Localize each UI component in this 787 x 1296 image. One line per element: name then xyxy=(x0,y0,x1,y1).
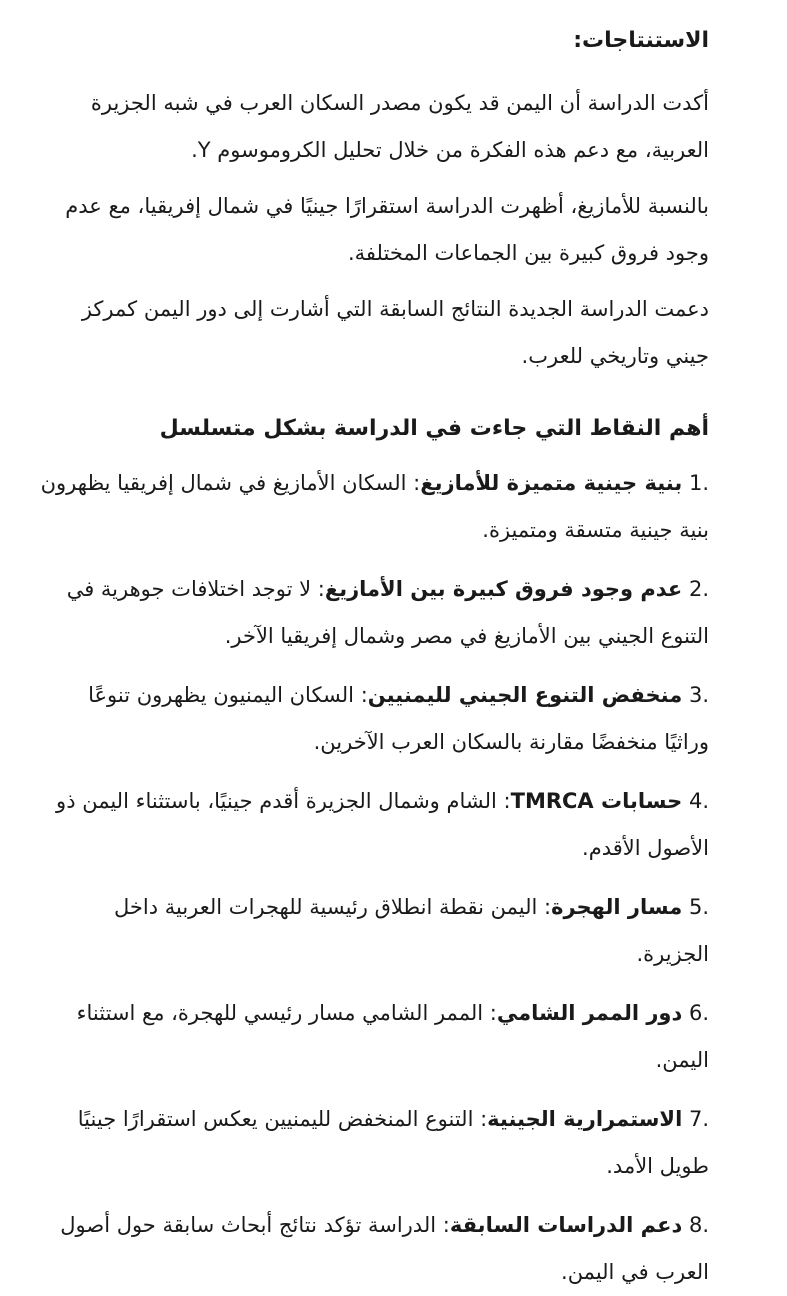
key-point-text: : الشام وشمال الجزيرة أقدم جينيًا، باستثناء اليمن ذو الأصول الأقدم. xyxy=(56,789,709,860)
key-point-number: 5. xyxy=(688,895,709,919)
key-point-8 xyxy=(40,1202,709,1296)
conclusions-heading: الاستنتاجات: xyxy=(573,28,709,53)
conclusion-paragraph-1: أكدت الدراسة أن اليمن قد يكون مصدر السكان العرب في شبه الجزيرة العربية، مع دعم هذه الفكرة من خلال تحليل الكروموسوم Y. xyxy=(90,91,709,162)
key-point-number: 6. xyxy=(688,1001,709,1025)
key-point-2 xyxy=(40,566,709,660)
key-point-title: عدم وجود فروق كبيرة بين الأمازيغ xyxy=(324,577,683,601)
key-point-text: : الممر الشامي مسار رئيسي للهجرة، مع استثناء اليمن. xyxy=(76,1001,709,1072)
key-point-number: 8. xyxy=(688,1213,709,1237)
key-point-title: حسابات TMRCA xyxy=(510,789,683,813)
key-point-title: مسار الهجرة xyxy=(551,895,683,919)
key-points-list xyxy=(40,460,709,1296)
key-point-number: 1. xyxy=(688,471,709,495)
key-point-text: : التنوع المنخفض لليمنيين يعكس استقرارًا جينيًا طويل الأمد. xyxy=(77,1107,709,1178)
key-point-text: : الدراسة تؤكد نتائج أبحاث سابقة حول أصول العرب في اليمن. xyxy=(60,1213,709,1284)
key-point-text: : السكان الأمازيغ في شمال إفريقيا يظهرون بنية جينية متسقة ومتميزة. xyxy=(40,471,709,542)
key-point-title: دور الممر الشامي xyxy=(496,1001,683,1025)
key-point-number: 7. xyxy=(688,1107,709,1131)
key-point-4 xyxy=(40,778,709,872)
key-point-1 xyxy=(40,460,709,554)
key-point-text: : اليمن نقطة انطلاق رئيسية للهجرات العربية داخل الجزيرة. xyxy=(113,895,709,966)
key-point-title: الاستمرارية الجينية xyxy=(487,1107,683,1131)
key-point-6 xyxy=(40,990,709,1084)
key-point-title: منخفض التنوع الجيني لليمنيين xyxy=(367,683,683,707)
key-point-number: 2. xyxy=(688,577,709,601)
key-point-number: 4. xyxy=(688,789,709,813)
key-point-number: 3. xyxy=(688,683,709,707)
key-point-title: دعم الدراسات السابقة xyxy=(449,1213,683,1237)
key-point-5 xyxy=(40,884,709,978)
key-point-title: بنية جينية متميزة للأمازيغ xyxy=(420,471,683,495)
conclusion-paragraph-3: دعمت الدراسة الجديدة النتائج السابقة التي أشارت إلى دور اليمن كمركز جيني وتاريخي للعرب. xyxy=(81,297,709,368)
conclusion-paragraph-2: بالنسبة للأمازيغ، أظهرت الدراسة استقرارًا جينيًا في شمال إفريقيا، مع عدم وجود فروق كبيرة بين الجماعات المختلفة. xyxy=(65,194,709,265)
key-point-text: : لا توجد اختلافات جوهرية في التنوع الجيني بين الأمازيغ في مصر وشمال إفريقيا الآخر. xyxy=(66,577,709,648)
key-points-heading: أهم النقاط التي جاءت في الدراسة بشكل متسلسل xyxy=(159,416,709,441)
key-point-7 xyxy=(40,1096,709,1190)
key-point-3 xyxy=(40,672,709,766)
key-point-text: : السكان اليمنيون يظهرون تنوعًا وراثيًا منخفضًا مقارنة بالسكان العرب الآخرين. xyxy=(88,683,709,754)
